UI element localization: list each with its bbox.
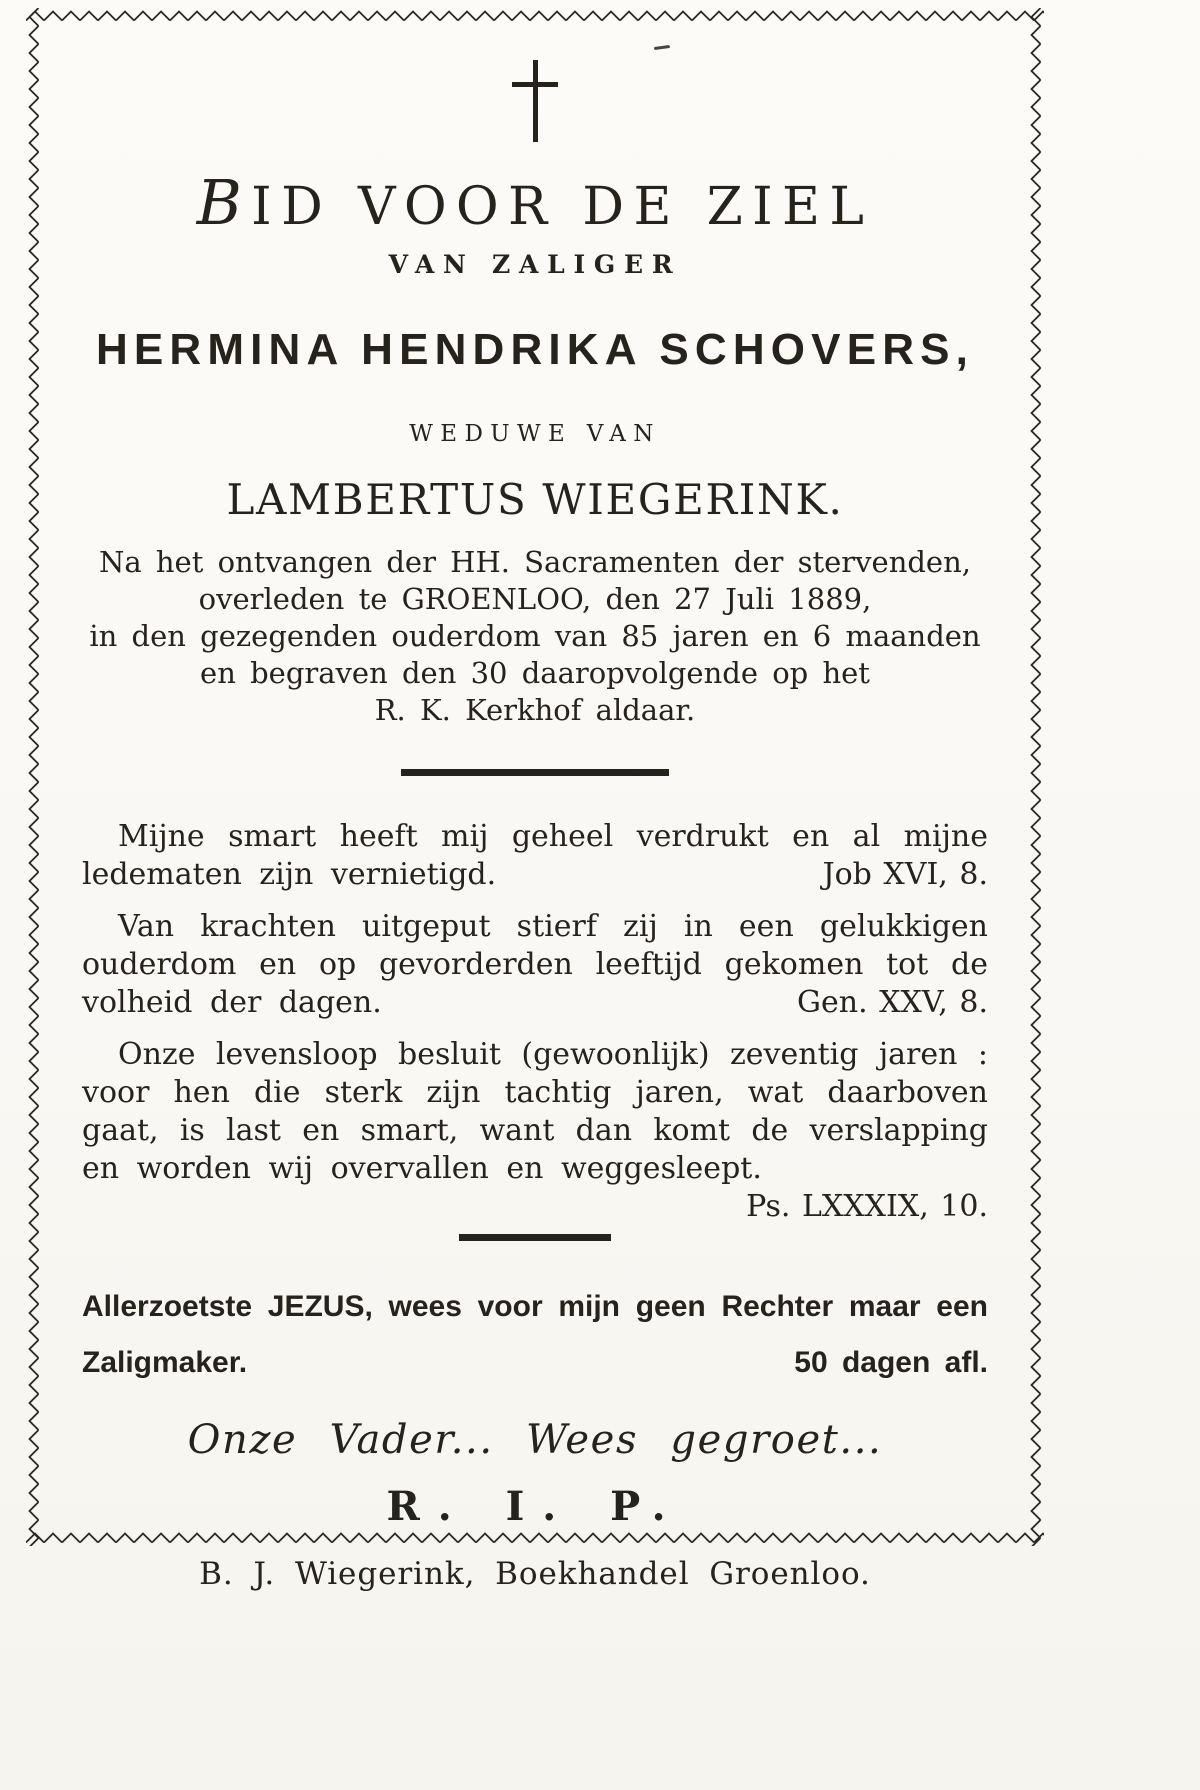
rip-text: R. I. P. [386, 1483, 684, 1531]
zigzag-border-top [26, 8, 1044, 24]
scripture-citation: Gen. XXV, 8. [797, 985, 988, 1021]
zigzag-border-bottom [26, 1530, 1044, 1546]
scripture-quote [82, 908, 988, 1022]
cross-horizontal-bar [512, 82, 558, 87]
scan-mark [654, 45, 670, 50]
scripture-citation: Job XVI, 8. [822, 857, 988, 893]
prayer-text: Allerzoetste JEZUS, wees voor mijn geen Rechter maar een Zaligmaker. [82, 1290, 988, 1380]
obituary-line: R. K. Kerkhof aldaar. [374, 693, 696, 728]
obituary-line: Na het ontvangen der HH. Sacramenten der stervenden, [99, 545, 971, 580]
card-title: BID VOOR DE ZIEL [196, 168, 874, 239]
deceased-name: HERMINA HENDRIKA SCHOVERS, [95, 325, 975, 375]
scripture-quote [82, 818, 988, 894]
cross-vertical-bar [533, 60, 538, 142]
card-subtitle: VAN ZALIGER [388, 250, 682, 280]
obituary-line: en begraven den 30 daaropvolgende op het [200, 656, 870, 691]
indulgence-prayer [82, 1279, 988, 1391]
scripture-quotes [82, 818, 988, 1225]
memorial-card [26, 8, 1044, 1546]
invocation-line: Onze Vader... Wees gegroet... [187, 1417, 883, 1464]
quote-text: Van krachten uitgeput stierf zij in een gelukkigen ouderdom en op gevorderden leeftijd gekomen tot de volheid der dagen. [82, 909, 988, 1021]
scripture-quote [82, 1036, 988, 1225]
section-divider [459, 1234, 611, 1241]
quote-text: Onze levensloop besluit (gewoonlijk) zeventig jaren : voor hen die sterk zijn tachtig jaren, wat daarboven gaat, is last en smart, want dan komt de verslapping en worden wij overvallen en weggesleept. [82, 1037, 988, 1187]
zigzag-border-right [1028, 8, 1044, 1546]
section-divider [401, 769, 669, 776]
obituary-text [82, 544, 988, 729]
card-content [42, 24, 1028, 1530]
indulgence-note: 50 dagen afl. [794, 1346, 988, 1380]
cross-icon [505, 60, 565, 142]
quote-text: Mijne smart heeft mij geheel verdrukt en al mijne ledematen zijn vernietigd. [82, 819, 988, 893]
obituary-line: in den gezegenden ouderdom van 85 jaren en 6 maanden [89, 619, 981, 654]
relation-label: WEDUWE VAN [409, 421, 661, 448]
publisher-line: B. J. Wiegerink, Boekhandel Groenloo. [199, 1556, 871, 1592]
obituary-line: overleden te GROENLOO, den 27 Juli 1889, [198, 582, 872, 617]
spouse-name: LAMBERTUS WIEGERINK. [226, 475, 844, 525]
scripture-citation: Ps. LXXXIX, 10. [746, 1189, 988, 1225]
zigzag-border-left [26, 8, 42, 1546]
